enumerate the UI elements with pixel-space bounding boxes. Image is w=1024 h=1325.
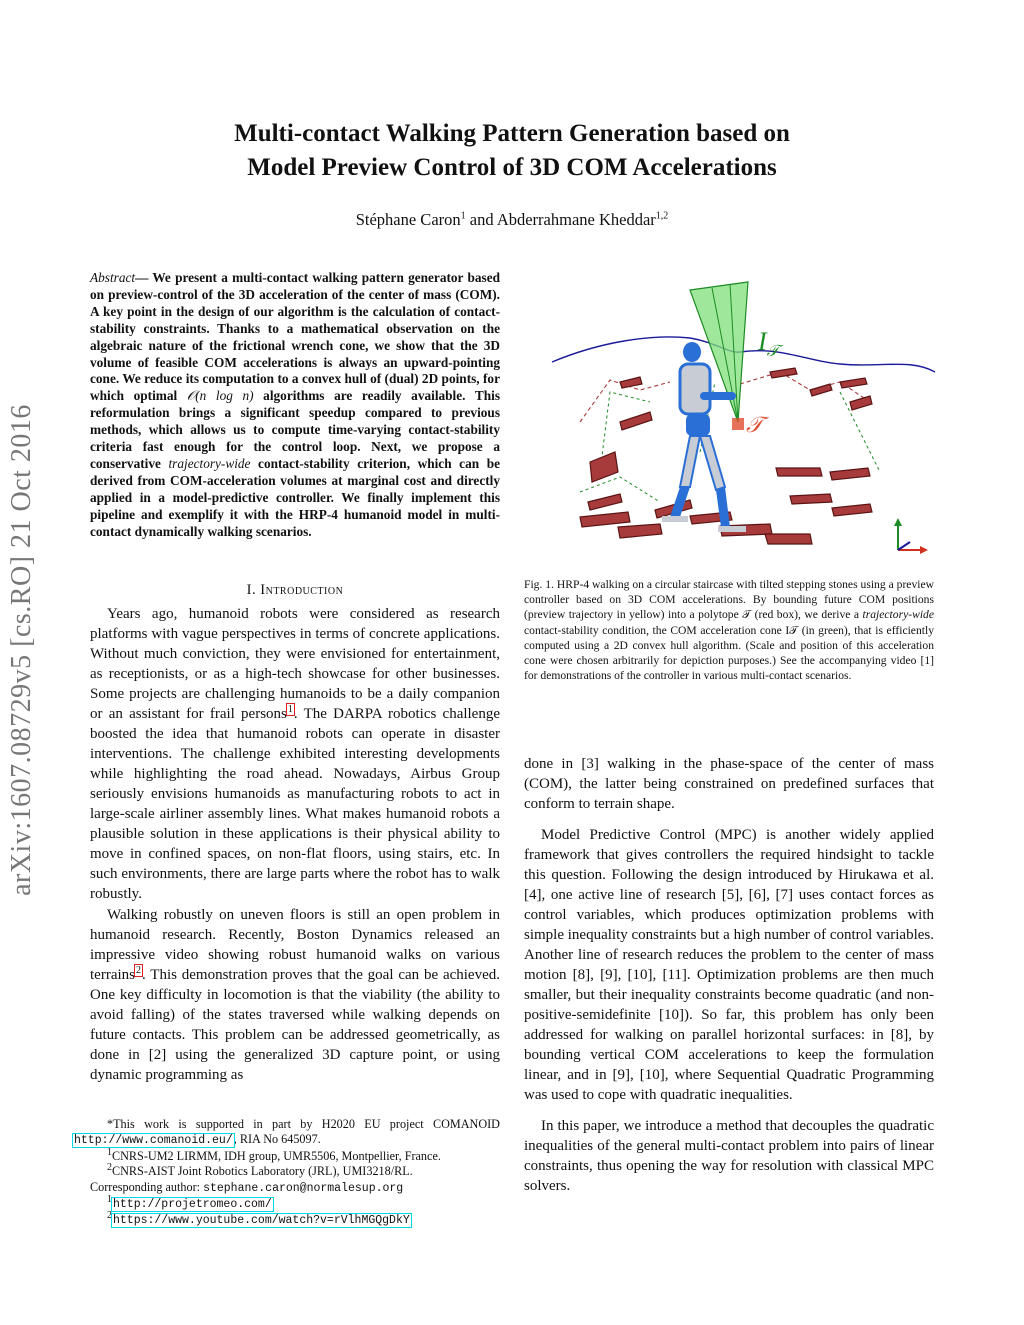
author-2-affiliation: 1,2: [655, 210, 669, 222]
paper-title: [0, 117, 1024, 185]
robot-pelvis: [686, 414, 710, 436]
intro-p2-text-b: . This demonstration proves that the goal can be achieved. One key difficulty in locomotion is that the viability (the ability to avoid falling) of the states traversed while walking depends on future contacts. This problem can be addressed geometrically, as done in [2] using the generalized 3D capture point, or using dynamic programming as: [90, 967, 500, 1083]
cone-label-sub: 𝒯: [766, 343, 779, 360]
title-line-2: Model Preview Control of 3D COM Accelerations: [247, 154, 777, 181]
stone: [620, 412, 652, 430]
polytope-box: [732, 418, 744, 430]
stone: [765, 534, 812, 544]
fn1-link[interactable]: http://projetromeo.com/: [113, 1198, 272, 1212]
abstract-text-2: algorithms are readily available. This reformulation brings a significant speedup compared to previous methods, which allows us to compute time-varying contact-stability criteria fast enough for the control loop. Next, we propose a conservative: [90, 388, 500, 471]
right-column-body: [524, 754, 934, 1196]
footnote-affiliation-1: [90, 1146, 500, 1164]
robot-arm: [700, 392, 736, 400]
figure-1-caption: [524, 577, 934, 683]
footnote-ref-2[interactable]: 2: [135, 965, 141, 976]
intro-paragraph-1: [90, 604, 500, 904]
authors: [0, 210, 1024, 230]
abstract-dash: —: [135, 270, 149, 285]
title-line-1: Multi-contact Walking Pattern Generation based on: [234, 120, 790, 147]
aff1-marker: 1: [107, 1146, 112, 1158]
intro-paragraph-2-cont: done in [3] walking in the phase-space of the center of mass (COM), the latter being constrained on predefined surfaces that conform to terrain shape.: [524, 756, 934, 812]
robot-leg-right: [700, 436, 725, 490]
footnote-support: [74, 1117, 500, 1149]
intro-paragraph-3: Model Predictive Control (MPC) is another widely applied framework that gives controllers the required hindsight to tackle this question. Following the design introduced by Hirukawa et al. [4], one active line of research [5], [6], [7] uses contact forces as control variables, which produces optimization problems with simple inequality constraints but a high number of control variables. Another line of research reduces the problem to the center of mass motion [8], [9], [10], [11]. Optimization problems are then much smaller, but their inequality constraints become quadratic (and non-positive-semidefinite [10]). So far, this problem has only been addressed for walking on parallel horizontal surfaces: in [8], by bounding vertical COM accelerations to keep the formulation linear, and in [9], [10], where Sequential Quadratic Programming was used to cope with quadratic inequalities.: [524, 827, 934, 1103]
corr-email[interactable]: stephane.caron@normalesup.org: [203, 1181, 404, 1195]
comanoid-link[interactable]: http://www.comanoid.eu/: [74, 1134, 233, 1148]
left-column-body: [90, 604, 500, 1085]
arxiv-id: arXiv:1607.08729v5 [cs.RO] 21 Oct 2016: [6, 404, 37, 896]
aff1-text: CNRS-UM2 LIRMM, IDH group, UMR5506, Montpellier, France.: [112, 1148, 441, 1163]
abstract-label: Abstract: [90, 270, 136, 285]
fn2-link[interactable]: https://www.youtube.com/watch?v=rVlhMGQgDkY: [113, 1214, 410, 1228]
footnotes: [74, 1117, 500, 1229]
footnote-affiliation-2: [90, 1164, 500, 1179]
abstract-complexity: 𝒪(n log n): [186, 388, 254, 404]
fn2-marker: 2: [107, 1210, 112, 1222]
intro-p2-text-a: Walking robustly on uneven floors is still an open problem in humanoid research. Recently, Boston Dynamics released an impressive video showing robust humanoid walks on various terrains: [90, 907, 500, 983]
support-tail: , RIA No 645097.: [233, 1132, 321, 1147]
intro-paragraph-2: [90, 905, 500, 1085]
robot-torso: [680, 364, 710, 414]
footnote-2: [90, 1212, 500, 1228]
figure-1-illustration: [540, 272, 940, 562]
stone: [590, 452, 618, 482]
section-number: I.: [246, 582, 257, 598]
stone: [588, 494, 622, 510]
axes-frame-icon: [894, 518, 928, 554]
caption-text-b: contact-stability condition, the COM acceleration cone I𝒯 (in green), that is efficiently computed using a 2D convex hull algorithm. (Scale and position of this acceleration cone were chosen arbitrarily for depiction purposes.) See the accompanying video [1] for demonstrations of the controller in various multi-contact scenarios.: [524, 623, 934, 683]
author-2: Abderrahmane Kheddar: [496, 210, 656, 229]
support-text: *This work is supported in part by H2020 EU project COMANOID: [107, 1117, 500, 1131]
stone: [832, 504, 872, 516]
stone: [620, 377, 642, 388]
corr-label: Corresponding author:: [90, 1179, 204, 1194]
intro-p1-text-a: Years ago, humanoid robots were considered as research platforms with vague perspectives in terms of concrete applications. Without much conviction, they were envisioned for entertainment, as receptionists, or as a high-tech showcase for other businesses. Some projects are challenging humanoids to be a daily companion or an assistant for frail persons: [90, 606, 500, 722]
abstract-text-1: We present a multi-contact walking pattern generator based on preview-control of the 3D acceleration of the center of mass (COM). A key point in the design of our algorithm is the calculation of contact-stability constraints. Thanks to a mathematical observation on the algebraic nature of the frictional wrench cone, we show that the 3D volume of feasible COM accelerations is always an upward-pointing cone. We reduce its computation to a convex hull of (dual) 2D points, for which optimal: [90, 270, 500, 404]
stone: [618, 524, 662, 538]
aff2-marker: 2: [107, 1162, 112, 1174]
cone-label-main: I: [758, 327, 767, 356]
footnote-1: [90, 1193, 500, 1212]
figure-1: [540, 272, 940, 562]
polytope-label: 𝒯: [746, 412, 763, 437]
author-1: Stéphane Caron: [355, 210, 461, 229]
stone: [790, 494, 832, 504]
stone: [770, 368, 797, 378]
intro-p1-text-b: . The DARPA robotics challenge boosted the idea that humanoid robots can operate in disaster interventions. The challenge exhibited interesting developments while highlighting the road ahead. Nowadays, Airbus Group seriously envisions humanoids as manufacturing robots to act in large-scale airliner assembly lines. What makes humanoid robots a plausible solution in these applications is their physical ability to move in confined spaces, on non-flat floors, using stairs, etc. In such environments, there are large parts where the robot has to walk robustly.: [90, 706, 500, 902]
authors-and: and: [469, 210, 494, 229]
robot-head: [683, 342, 701, 362]
robot-leg-left: [680, 436, 700, 487]
aff2-text: CNRS-AIST Joint Robotics Laboratory (JRL), UMI3218/RL.: [112, 1164, 413, 1179]
footnote-corresponding: [90, 1180, 500, 1196]
footnote-ref-1[interactable]: 1: [287, 704, 293, 715]
stone: [850, 396, 872, 410]
abstract-text-3: contact-stability criterion, which can be derived from COM-acceleration volumes at marginal cost and directly applied in a model-predictive controller. We finally implement this pipeline and exemplify it with the HRP-4 humanoid model in multi-contact dynamically walking scenarios.: [90, 455, 500, 539]
stone: [840, 378, 867, 388]
caption-text-a: Fig. 1. HRP-4 walking on a circular staircase with tilted stepping stones using a preview controller based on 3D COM accelerations. By bounding future COM positions (preview trajectory in yellow) into a polytope 𝒯 (red box), we derive a: [524, 578, 934, 622]
section-title: Introduction: [260, 582, 344, 598]
stone: [830, 468, 870, 480]
robot-foot-left: [662, 516, 688, 522]
abstract: [90, 270, 500, 541]
stone: [776, 468, 822, 476]
author-1-affiliation: 1: [460, 210, 466, 222]
fn1-marker: 1: [107, 1193, 112, 1205]
stone: [580, 512, 630, 527]
robot-foot-right: [718, 526, 746, 532]
stone: [810, 384, 832, 396]
caption-italic: trajectory-wide: [862, 608, 934, 622]
intro-paragraph-4: In this paper, we introduce a method that decouples the quadratic inequalities of the general multi-contact problem into pairs of linear constraints, thus opening the way for resolution with classical MPC solvers.: [524, 1118, 934, 1194]
cone-label: [757, 327, 784, 360]
section-heading-introduction: [90, 582, 500, 599]
abstract-italic-term: trajectory-wide: [168, 455, 251, 471]
